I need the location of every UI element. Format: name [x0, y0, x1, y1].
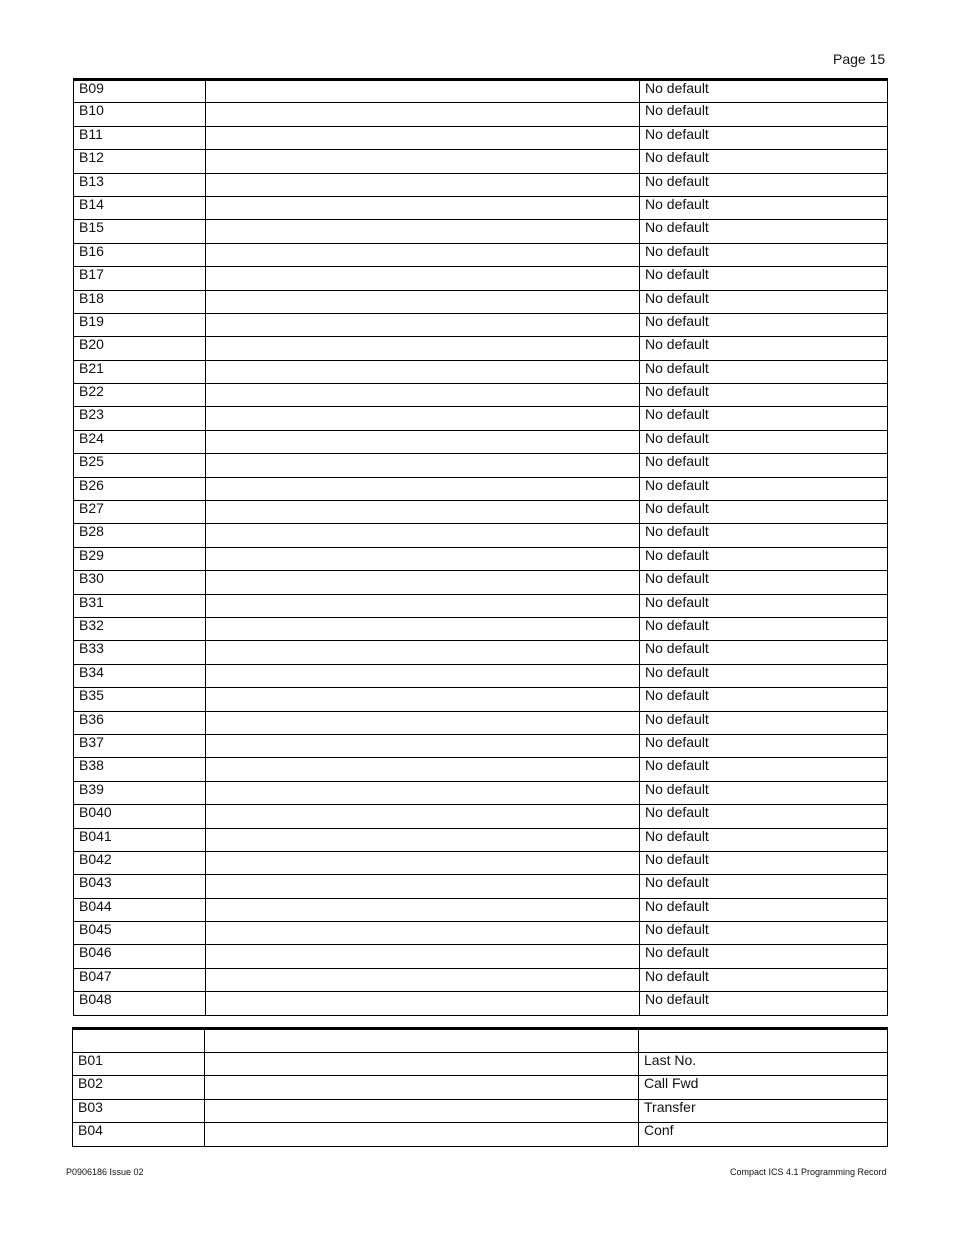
default-value-cell: No default [640, 80, 888, 103]
button-code-cell: B32 [74, 617, 206, 640]
table-row [74, 290, 888, 313]
programmed-value-cell[interactable] [205, 1099, 639, 1123]
table-row [74, 851, 888, 874]
button-code-cell: B048 [74, 992, 206, 1015]
button-code-cell: B14 [74, 196, 206, 219]
programmed-value-cell[interactable] [206, 617, 640, 640]
button-code-cell: B045 [74, 922, 206, 945]
table-row [73, 1029, 888, 1053]
button-code-cell: B040 [74, 805, 206, 828]
programmed-value-cell[interactable] [206, 267, 640, 290]
table-row [74, 196, 888, 219]
default-value-cell: No default [640, 594, 888, 617]
button-code-cell: B33 [74, 641, 206, 664]
button-code-cell: B15 [74, 220, 206, 243]
programmed-value-cell[interactable] [206, 220, 640, 243]
default-value-cell: No default [640, 407, 888, 430]
default-value-cell: No default [640, 781, 888, 804]
table-row [73, 1052, 888, 1076]
default-value-cell: No default [640, 898, 888, 921]
button-code-cell [73, 1029, 205, 1053]
button-code-cell: B22 [74, 384, 206, 407]
table-row [74, 594, 888, 617]
button-code-cell: B041 [74, 828, 206, 851]
default-value-cell: No default [640, 126, 888, 149]
default-value-cell: No default [640, 945, 888, 968]
button-code-cell: B36 [74, 711, 206, 734]
button-code-cell: B23 [74, 407, 206, 430]
button-defaults-table [72, 1027, 888, 1147]
programmed-value-cell[interactable] [206, 407, 640, 430]
programmed-value-cell[interactable] [206, 126, 640, 149]
table-row [74, 150, 888, 173]
button-code-cell: B17 [74, 267, 206, 290]
default-value-cell [639, 1029, 888, 1053]
table-row [73, 1076, 888, 1100]
default-value-cell: No default [640, 477, 888, 500]
button-code-cell: B046 [74, 945, 206, 968]
default-value-cell: No default [640, 664, 888, 687]
table-row [74, 524, 888, 547]
table-row [74, 805, 888, 828]
default-value-cell: Last No. [639, 1052, 888, 1076]
table-row [74, 688, 888, 711]
table-row [74, 477, 888, 500]
default-value-cell: No default [640, 267, 888, 290]
button-code-cell: B02 [73, 1076, 205, 1100]
button-code-cell: B39 [74, 781, 206, 804]
button-code-cell: B09 [74, 80, 206, 103]
default-value-cell: No default [640, 875, 888, 898]
default-value-cell: No default [640, 688, 888, 711]
programmed-value-cell[interactable] [206, 992, 640, 1015]
button-code-cell: B21 [74, 360, 206, 383]
table-row [74, 922, 888, 945]
programmed-value-cell[interactable] [206, 196, 640, 219]
table-row [74, 430, 888, 453]
default-value-cell: No default [640, 828, 888, 851]
table-row [73, 1099, 888, 1123]
programmed-value-cell[interactable] [206, 945, 640, 968]
default-value-cell: No default [640, 571, 888, 594]
default-value-cell: No default [640, 711, 888, 734]
programmed-value-cell[interactable] [206, 454, 640, 477]
table-row [74, 875, 888, 898]
button-programming-table [73, 78, 888, 1016]
table-row [74, 898, 888, 921]
button-code-cell: B10 [74, 103, 206, 126]
button-code-cell: B20 [74, 337, 206, 360]
default-value-cell: No default [640, 243, 888, 266]
default-value-cell: Transfer [639, 1099, 888, 1123]
programmed-value-cell[interactable] [206, 313, 640, 336]
default-value-cell: No default [640, 968, 888, 991]
button-code-cell: B047 [74, 968, 206, 991]
button-code-cell: B25 [74, 454, 206, 477]
default-value-cell: No default [640, 758, 888, 781]
table-row [74, 220, 888, 243]
programmed-value-cell[interactable] [206, 103, 640, 126]
footer-document-title: Compact ICS 4.1 Programming Record [730, 1167, 887, 1177]
programmed-value-cell[interactable] [205, 1029, 639, 1053]
default-value-cell: No default [640, 992, 888, 1015]
table-row [74, 313, 888, 336]
default-value-cell: No default [640, 501, 888, 524]
button-code-cell: B31 [74, 594, 206, 617]
programmed-value-cell[interactable] [206, 922, 640, 945]
table-row [74, 243, 888, 266]
button-code-cell: B01 [73, 1052, 205, 1076]
table-row [74, 173, 888, 196]
button-code-cell: B30 [74, 571, 206, 594]
default-value-cell: Conf [639, 1123, 888, 1147]
programmed-value-cell[interactable] [206, 243, 640, 266]
table-row [74, 571, 888, 594]
table-row [74, 360, 888, 383]
table-row [74, 103, 888, 126]
default-value-cell: No default [640, 150, 888, 173]
table-row [74, 758, 888, 781]
default-value-cell: No default [640, 196, 888, 219]
programmed-value-cell[interactable] [206, 501, 640, 524]
programmed-value-cell[interactable] [206, 688, 640, 711]
table-row [73, 1123, 888, 1147]
default-value-cell: No default [640, 220, 888, 243]
button-code-cell: B12 [74, 150, 206, 173]
programmed-value-cell[interactable] [205, 1052, 639, 1076]
button-code-cell: B044 [74, 898, 206, 921]
default-value-cell: No default [640, 313, 888, 336]
table-row [74, 454, 888, 477]
button-code-cell: B03 [73, 1099, 205, 1123]
default-value-cell: No default [640, 290, 888, 313]
programmed-value-cell[interactable] [206, 851, 640, 874]
button-code-cell: B34 [74, 664, 206, 687]
programmed-value-cell[interactable] [206, 734, 640, 757]
default-value-cell: No default [640, 641, 888, 664]
table-row [74, 734, 888, 757]
programmed-value-cell[interactable] [206, 150, 640, 173]
programmed-value-cell[interactable] [206, 290, 640, 313]
button-code-cell: B35 [74, 688, 206, 711]
programmed-value-cell[interactable] [205, 1076, 639, 1100]
table-row [74, 992, 888, 1015]
button-code-cell: B28 [74, 524, 206, 547]
programmed-value-cell[interactable] [206, 781, 640, 804]
table-row [74, 80, 888, 103]
button-code-cell: B13 [74, 173, 206, 196]
default-value-cell: Call Fwd [639, 1076, 888, 1100]
programmed-value-cell[interactable] [206, 477, 640, 500]
button-code-cell: B26 [74, 477, 206, 500]
button-code-cell: B18 [74, 290, 206, 313]
programmed-value-cell[interactable] [206, 571, 640, 594]
table-row [74, 664, 888, 687]
programmed-value-cell[interactable] [206, 898, 640, 921]
programmed-value-cell[interactable] [206, 828, 640, 851]
default-value-cell: No default [640, 360, 888, 383]
button-code-cell: B042 [74, 851, 206, 874]
button-code-cell: B16 [74, 243, 206, 266]
footer-document-id: P0906186 Issue 02 [66, 1167, 144, 1177]
programmed-value-cell[interactable] [206, 384, 640, 407]
default-value-cell: No default [640, 851, 888, 874]
button-code-cell: B24 [74, 430, 206, 453]
programmed-value-cell[interactable] [206, 173, 640, 196]
table-row [74, 126, 888, 149]
programmed-value-cell[interactable] [206, 360, 640, 383]
programmed-value-cell[interactable] [206, 524, 640, 547]
table-row [74, 547, 888, 570]
table-row [74, 337, 888, 360]
programmed-value-cell[interactable] [205, 1123, 639, 1147]
button-code-cell: B37 [74, 734, 206, 757]
default-value-cell: No default [640, 922, 888, 945]
default-value-cell: No default [640, 547, 888, 570]
table-row [74, 267, 888, 290]
default-value-cell: No default [640, 430, 888, 453]
table-row [74, 945, 888, 968]
default-value-cell: No default [640, 805, 888, 828]
default-value-cell: No default [640, 103, 888, 126]
programmed-value-cell[interactable] [206, 875, 640, 898]
button-code-cell: B19 [74, 313, 206, 336]
default-value-cell: No default [640, 524, 888, 547]
button-code-cell: B043 [74, 875, 206, 898]
button-code-cell: B38 [74, 758, 206, 781]
table-row [74, 711, 888, 734]
page-number: Page 15 [833, 51, 886, 67]
programmed-value-cell[interactable] [206, 547, 640, 570]
table-row [74, 617, 888, 640]
programmed-value-cell[interactable] [206, 664, 640, 687]
table-row [74, 501, 888, 524]
button-code-cell: B27 [74, 501, 206, 524]
table-row [74, 384, 888, 407]
programmed-value-cell[interactable] [206, 594, 640, 617]
programmed-value-cell[interactable] [206, 711, 640, 734]
table-row [74, 407, 888, 430]
programmed-value-cell[interactable] [206, 968, 640, 991]
programmed-value-cell[interactable] [206, 758, 640, 781]
default-value-cell: No default [640, 454, 888, 477]
programmed-value-cell[interactable] [206, 641, 640, 664]
default-value-cell: No default [640, 617, 888, 640]
button-code-cell: B04 [73, 1123, 205, 1147]
table-row [74, 641, 888, 664]
button-code-cell: B29 [74, 547, 206, 570]
default-value-cell: No default [640, 734, 888, 757]
table-row [74, 781, 888, 804]
default-value-cell: No default [640, 337, 888, 360]
table-row [74, 828, 888, 851]
programmed-value-cell[interactable] [206, 805, 640, 828]
default-value-cell: No default [640, 384, 888, 407]
default-value-cell: No default [640, 173, 888, 196]
button-code-cell: B11 [74, 126, 206, 149]
programmed-value-cell[interactable] [206, 337, 640, 360]
programmed-value-cell[interactable] [206, 80, 640, 103]
programmed-value-cell[interactable] [206, 430, 640, 453]
table-row [74, 968, 888, 991]
